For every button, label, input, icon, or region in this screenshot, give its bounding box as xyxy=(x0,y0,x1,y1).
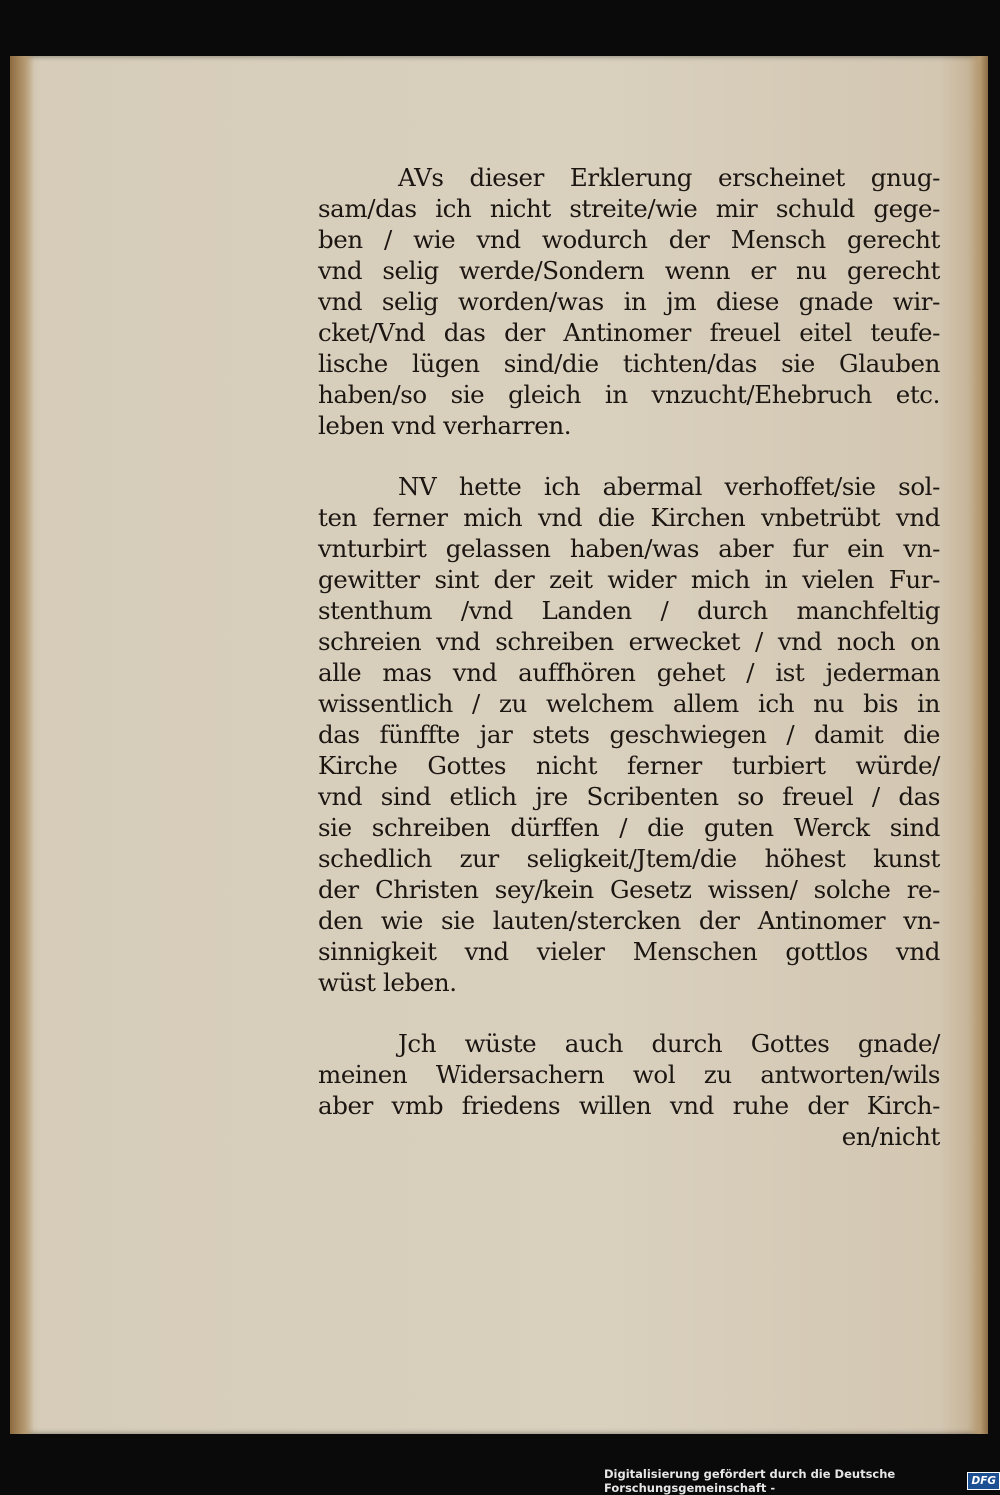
text-line: vnturbirt gelassen haben/was aber fur ein vn- xyxy=(318,534,940,563)
text-line: schreien vnd schreiben erwecket / vnd noch on xyxy=(318,627,940,656)
paragraph-gap xyxy=(318,998,940,1028)
text-line: sie schreiben dürffen / die guten Werck sind xyxy=(318,813,940,842)
credit-text: Digitalisierung gefördert durch die Deutsche Forschungsgemeinschaft - xyxy=(604,1467,896,1495)
text-line: Jch wüste auch durch Gottes gnade/ xyxy=(398,1029,940,1058)
text-line: AVs dieser Erklerung erscheinet gnug- xyxy=(398,163,940,192)
text-line: wissentlich / zu welchem allem ich nu bis in xyxy=(318,689,940,718)
text-line: schedlich zur seligkeit/Jtem/die höhest kunst xyxy=(318,844,940,873)
paragraph-2 xyxy=(318,471,940,998)
text-line: stenthum /vnd Landen / durch manchfeltig xyxy=(318,596,940,625)
text-line: ten ferner mich vnd die Kirchen vnbetrübt vnd xyxy=(318,503,940,532)
text-line: das fünffte jar stets geschwiegen / damit die xyxy=(318,720,940,749)
text-line: sam/das ich nicht streite/wie mir schuld gege- xyxy=(318,194,940,223)
text-line: haben/so sie gleich in vnzucht/Ehebruch etc. xyxy=(318,380,940,409)
page-gutter-shadow xyxy=(10,56,34,1434)
text-line: vnd selig werde/Sondern wenn er nu gerecht xyxy=(318,256,940,285)
text-line: ben / wie vnd wodurch der Mensch gerecht xyxy=(318,225,940,254)
text-line: lische lügen sind/die tichten/das sie Glauben xyxy=(318,349,940,378)
digitization-credit xyxy=(604,1467,1000,1495)
text-line: aber vmb friedens willen vnd ruhe der Kirch- xyxy=(318,1091,940,1120)
page-text xyxy=(318,162,940,1152)
paragraph-3 xyxy=(318,1028,940,1152)
text-line: vnd sind etlich jre Scribenten so freuel / das xyxy=(318,782,940,811)
catchword: en/nicht xyxy=(841,1122,940,1151)
text-line: den wie sie lauten/stercken der Antinomer vn- xyxy=(318,906,940,935)
page-edge-shadow xyxy=(968,56,988,1434)
text-line: NV hette ich abermal verhoffet/sie sol- xyxy=(398,472,940,501)
text-line: leben vnd verharren. xyxy=(318,411,572,440)
text-line: alle mas vnd auffhören gehet / ist jederman xyxy=(318,658,940,687)
text-line: cket/Vnd das der Antinomer freuel eitel teufe- xyxy=(318,318,940,347)
text-line: sinnigkeit vnd vieler Menschen gottlos vnd xyxy=(318,937,940,966)
text-line: meinen Widersachern wol zu antworten/wils xyxy=(318,1060,940,1089)
dfg-logo-icon: DFG xyxy=(967,1472,1000,1490)
text-line: vnd selig worden/was in jm diese gnade wir- xyxy=(318,287,940,316)
paragraph-gap xyxy=(318,441,940,471)
paragraph-1 xyxy=(318,162,940,441)
text-line: gewitter sint der zeit wider mich in vielen Fur- xyxy=(318,565,940,594)
text-line: der Christen sey/kein Gesetz wissen/ solche re- xyxy=(318,875,940,904)
text-line: Kirche Gottes nicht ferner turbiert würde/ xyxy=(318,751,940,780)
text-line: wüst leben. xyxy=(318,968,457,997)
